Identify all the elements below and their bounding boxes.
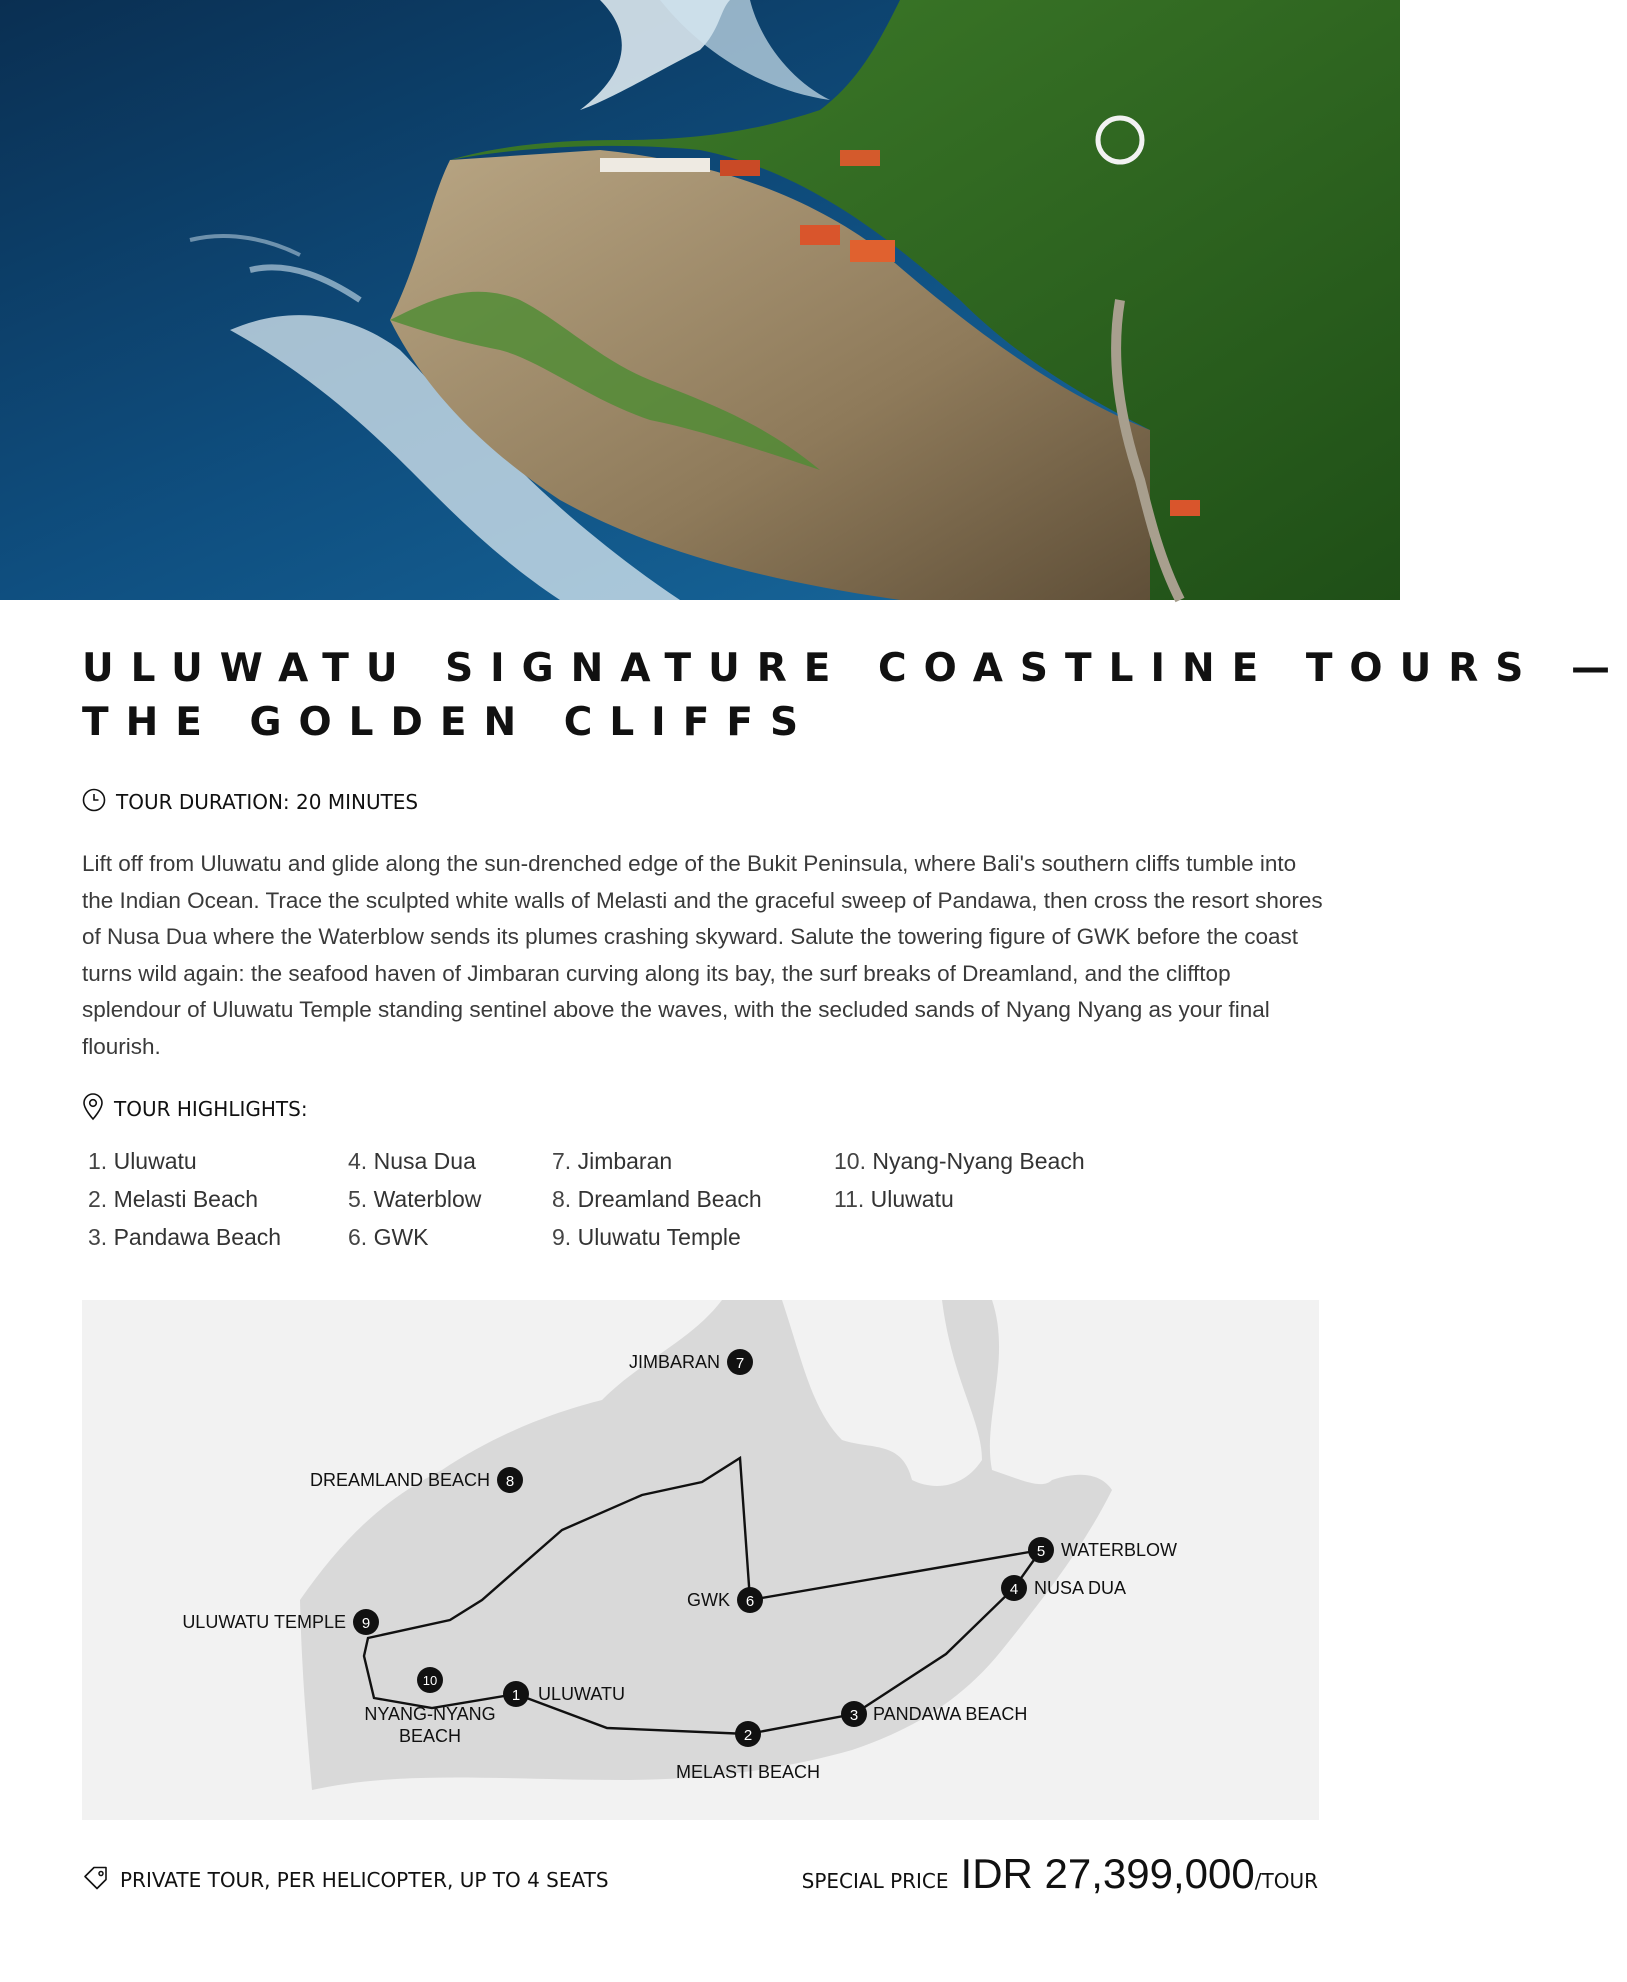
svg-text:7: 7 xyxy=(735,1355,745,1372)
map-pin-icon xyxy=(82,1093,104,1126)
svg-text:3: 3 xyxy=(849,1707,859,1724)
list-item: 7. Jimbaran xyxy=(552,1148,673,1174)
list-item: 5. Waterblow xyxy=(348,1186,482,1212)
stop-label-5: WATERBLOW xyxy=(1061,1540,1177,1560)
highlights-heading-text: TOUR HIGHLIGHTS: xyxy=(114,1097,308,1121)
price-unit: /TOUR xyxy=(1254,1869,1318,1893)
highlights-column-4 xyxy=(834,1142,1085,1218)
price-tag-icon xyxy=(82,1866,110,1895)
list-item: 2. Melasti Beach xyxy=(88,1186,259,1212)
svg-text:1: 1 xyxy=(511,1687,521,1704)
list-item: 4. Nusa Dua xyxy=(348,1148,476,1174)
list-item: 3. Pandawa Beach xyxy=(88,1224,282,1250)
hero-image xyxy=(0,0,1400,600)
highlights-column-3 xyxy=(552,1142,762,1256)
svg-text:8: 8 xyxy=(505,1473,515,1490)
price-value: IDR 27,399,000 xyxy=(960,1850,1255,1897)
list-item: 6. GWK xyxy=(348,1224,429,1250)
stop-label-10: NYANG-NYANG xyxy=(364,1704,496,1724)
price-label: SPECIAL PRICE xyxy=(801,1869,949,1893)
stop-label-2: MELASTI BEACH xyxy=(675,1762,821,1782)
tour-type xyxy=(82,1862,609,1898)
tour-description: Lift off from Uluwatu and glide along the sun-drenched edge of the Bukit Peninsula, where Bali's southern cliffs tumble into the Indian Ocean. Trace the sculpted white walls of Melasti and the graceful sweep of Pandawa, then cross the resort shores of Nusa Dua where the Waterblow sends its plumes crashing skyward. Salute the towering figure of GWK before the coast turns wild again: the seafood haven of Jimbaran curving along its bay, the surf breaks of Dreamland, and the clifftop splendour of Uluwatu Temple standing sentinel above the waves, with the secluded sands of Nyang Nyang as your final flourish. xyxy=(82,851,1323,1059)
stop-label-10-line2: BEACH xyxy=(398,1726,462,1746)
stop-marker-4 xyxy=(1001,1575,1126,1601)
title-line-1: ULUWATU SIGNATURE COASTLINE TOURS — xyxy=(82,646,1627,691)
tour-duration-text: TOUR DURATION: 20 MINUTES xyxy=(116,790,419,814)
svg-text:2: 2 xyxy=(743,1727,753,1744)
stop-marker-7 xyxy=(629,1349,753,1375)
svg-text:10: 10 xyxy=(422,1673,438,1688)
stop-label-3: PANDAWA BEACH xyxy=(873,1704,1028,1724)
svg-text:4: 4 xyxy=(1009,1581,1019,1598)
title-line-2: THE GOLDEN CLIFFS xyxy=(82,700,816,745)
list-item: 1. Uluwatu xyxy=(88,1148,197,1174)
stop-label-1: ULUWATU xyxy=(538,1684,625,1704)
tour-duration xyxy=(82,786,418,818)
stop-label-6: GWK xyxy=(687,1590,730,1610)
list-item: 11. Uluwatu xyxy=(834,1186,954,1212)
page-title xyxy=(82,642,1627,750)
svg-text:6: 6 xyxy=(745,1593,755,1610)
stop-label-7: JIMBARAN xyxy=(628,1352,720,1372)
svg-text:5: 5 xyxy=(1036,1543,1046,1560)
tour-type-text: PRIVATE TOUR, PER HELICOPTER, UP TO 4 SEATS xyxy=(120,1868,609,1892)
stop-label-4: NUSA DUA xyxy=(1034,1578,1127,1598)
svg-text:9: 9 xyxy=(361,1615,371,1632)
stop-label-8: DREAMLAND BEACH xyxy=(309,1470,490,1490)
stop-marker-6 xyxy=(687,1587,763,1613)
highlights-column-1 xyxy=(88,1142,281,1256)
highlights-column-2 xyxy=(348,1142,481,1256)
price-block xyxy=(802,1850,1318,1902)
clock-icon xyxy=(82,788,106,817)
list-item: 8. Dreamland Beach xyxy=(552,1186,762,1212)
list-item: 10. Nyang-Nyang Beach xyxy=(834,1148,1085,1174)
coast-inlet xyxy=(822,1300,907,1404)
route-map xyxy=(82,1300,1319,1820)
stop-marker-1 xyxy=(503,1681,625,1707)
highlights-heading xyxy=(82,1092,308,1126)
stop-label-9: ULUWATU TEMPLE xyxy=(182,1612,346,1632)
list-item: 9. Uluwatu Temple xyxy=(552,1224,741,1250)
